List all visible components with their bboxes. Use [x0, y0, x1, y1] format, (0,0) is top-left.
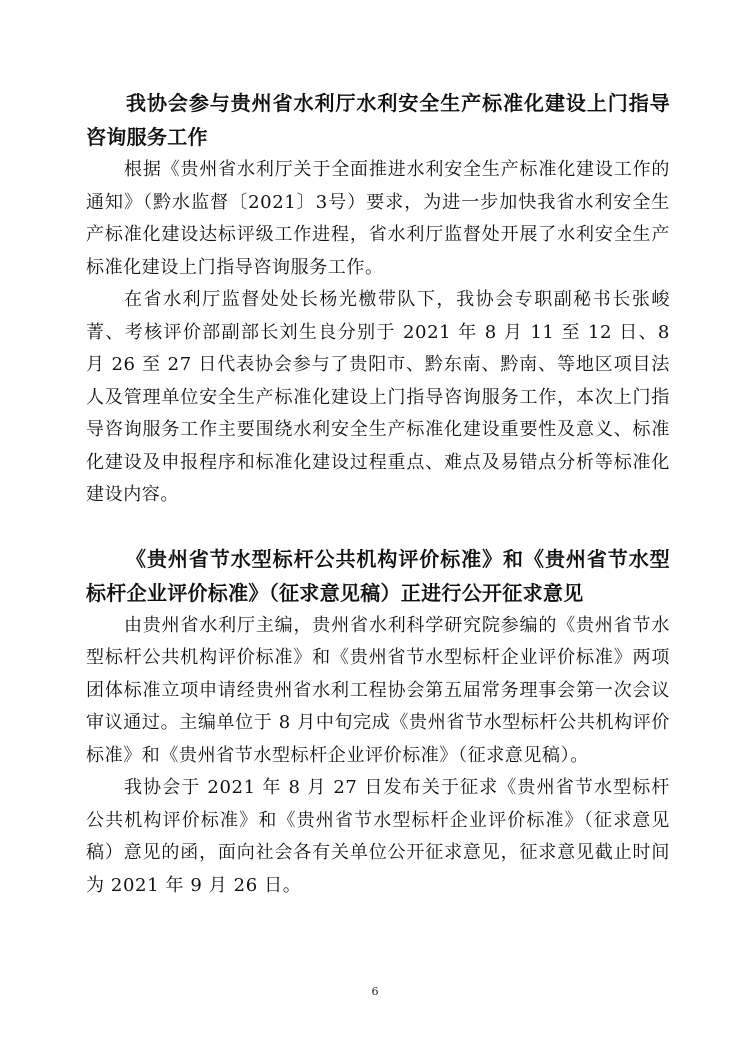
section-heading: 我协会参与贵州省水利厅水利安全生产标准化建设上门指导咨询服务工作 [86, 91, 670, 149]
paragraph: 由贵州省水利厅主编，贵州省水利科学研究院参编的《贵州省节水型标杆公共机构评价标准》和《贵州省节水型标杆企业评价标准》两项团体标准立项申请经贵州省水利工程协会第五届常务理事会第一次会议审议通过。主编单位于 8 月中旬完成《贵州省节水型标杆公共机构评价标准》和《贵州省节水型标杆企业评价标准》（征求意见稿）。 [86, 614, 670, 766]
paragraph: 我协会于 2021 年 8 月 27 日发布关于征求《贵州省节水型标杆公共机构评价标准》和《贵州省节水型标杆企业评价标准》（征求意见稿）意见的函，面向社会各有关单位公开征求意见，征求意见截止时间为 2021 年 9 月 26 日。 [86, 777, 670, 896]
section-spacer [86, 512, 670, 542]
document-page [86, 86, 670, 902]
paragraph: 根据《贵州省水利厅关于全面推进水利安全生产标准化建设工作的通知》（黔水监督〔2021〕3号）要求，为进一步加快我省水利安全生产标准化建设达标评级工作进程，省水利厅监督处开展了水利安全生产标准化建设上门指导咨询服务工作。 [86, 159, 670, 278]
section-safety-standardization [86, 86, 670, 512]
section-water-saving-standards [86, 542, 670, 903]
section-heading: 《贵州省节水型标杆公共机构评价标准》和《贵州省节水型标杆企业评价标准》（征求意见稿）正进行公开征求意见 [86, 546, 670, 605]
page-number: 6 [371, 985, 379, 998]
paragraph: 在省水利厅监督处处长杨光檄带队下，我协会专职副秘书长张峻菁、考核评价部副部长刘生良分别于 2021 年 8 月 11 至 12 日、8 月 26 至 27 日代表协会参与了贵阳市、黔东南、黔南、等地区项目法人及管理单位安全生产标准化建设上门指导咨询服务工作，本次上门指导咨询服务工作主要围绕水利安全生产标准化建设重要性及意义、标准化建设及申报程序和标准化建设过程重点、难点及易错点分析等标准化建设内容。 [86, 289, 670, 505]
